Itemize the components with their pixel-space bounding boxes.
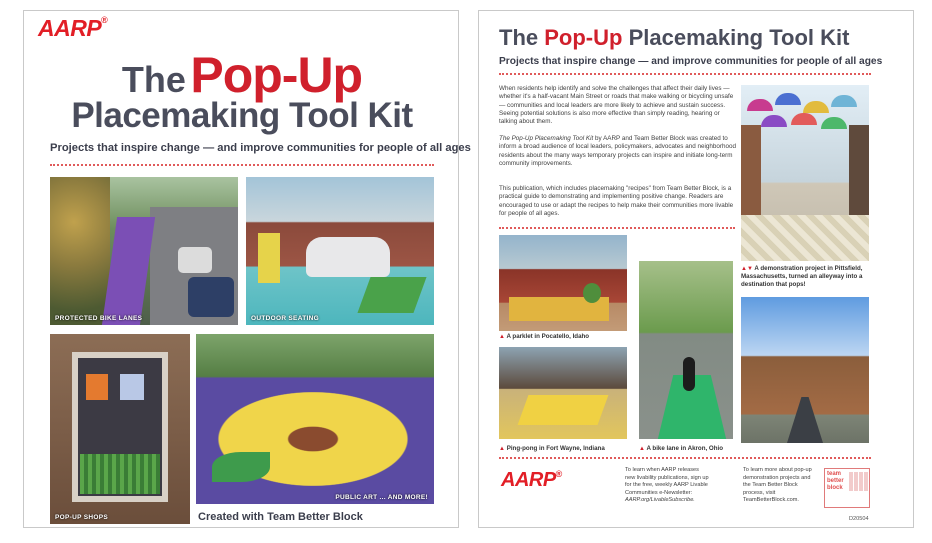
photo-outdoor-seating <box>246 177 434 325</box>
team-better-block-logo: team better block <box>824 468 870 508</box>
caption-pittsfield: ▲▼ A demonstration project in Pittsfield, Massachusetts, turned an alleyway into a destination that pops! <box>741 265 863 288</box>
photo-umbrella-alley <box>741 85 869 261</box>
photo-label-shops: POP-UP SHOPS <box>55 514 108 521</box>
inside-subtitle: Projects that inspire change — and improve communities for people of all ages <box>499 56 883 67</box>
photo-public-art <box>196 334 434 504</box>
intro-paragraph-3: This publication, which includes placemaking "recipes" from Team Better Block, is a practical guide to demonstrating and implementing positive change. Readers are encouraged to use or adapt the recipes to help make their communities more livable for people of all ages. <box>499 185 734 217</box>
footer-newsletter-text: To learn when AARP releases new livability publications, sign up for the free, weekly AARP Livable Communities e-Newsletter: AARP.org/LivableSubscribe. <box>625 467 709 504</box>
cover-subtitle: Projects that inspire change — and improve communities for people of all ages <box>50 142 471 154</box>
photo-pingpong-fort-wayne <box>499 347 627 439</box>
caption-akron: ▲ A bike lane in Akron, Ohio <box>639 445 724 452</box>
photo-alley-pittsfield <box>741 297 869 443</box>
caption-pocatello: ▲ A parklet in Pocatello, Idaho <box>499 333 590 340</box>
photo-label-art: PUBLIC ART ... AND MORE! <box>335 494 428 501</box>
footer-dotted-rule <box>499 457 871 459</box>
photo-parklet-pocatello <box>499 235 627 331</box>
photo-protected-bike-lanes <box>50 177 238 325</box>
cover-title-the: The <box>121 59 186 100</box>
caption-fort-wayne: ▲ Ping-pong in Fort Wayne, Indiana <box>499 445 605 452</box>
intro-paragraph-2: The Pop-Up Placemaking Tool Kit by AARP and Team Better Block was created to inform a broad audience of local leaders, policymakers, advocates and neighborhood residents about the many ways temporary projects can inspire and initiate long-term community improvements. <box>499 135 736 167</box>
body-dotted-rule <box>499 227 735 229</box>
cover-title-popup: Pop-Up <box>190 47 363 103</box>
footer-tbb-text: To learn more about pop-up demonstration projects and the Team Better Block process, visit TeamBetterBlock.com. <box>743 467 812 504</box>
cover-title-placemaking: Placemaking Tool Kit <box>71 96 413 135</box>
tbb-link[interactable]: TeamBetterBlock.com. <box>743 497 799 504</box>
created-with-credit: Created with Team Better Block <box>198 511 363 523</box>
publication-code: D20504 <box>849 516 869 522</box>
cover-dotted-rule <box>50 164 434 166</box>
photo-pop-up-shops <box>50 334 190 524</box>
cover-page <box>23 10 471 528</box>
photo-bike-lane-akron <box>639 261 733 439</box>
newsletter-link[interactable]: AARP.org/LivableSubscribe. <box>625 497 695 504</box>
inside-title: The Pop-Up Placemaking Tool Kit <box>499 25 850 50</box>
footer-aarp-logo: AARP® <box>501 469 562 491</box>
photo-label-seating: OUTDOOR SEATING <box>251 315 319 322</box>
photo-label-bike: PROTECTED BIKE LANES <box>55 315 143 322</box>
intro-paragraph-1: When residents help identify and solve the challenges that affect their daily lives — whether it's a half-vacant Main Street or roads that make walking or bicycling unsafe — communities and local leaders are more likely to achieve and sustain success. Seeing potential solutions is also more effective than simply reading, hearing or talking about them. <box>499 85 734 126</box>
aarp-logo: AARP® <box>38 15 108 41</box>
inside-dotted-rule <box>499 73 871 75</box>
inside-page <box>478 10 914 528</box>
